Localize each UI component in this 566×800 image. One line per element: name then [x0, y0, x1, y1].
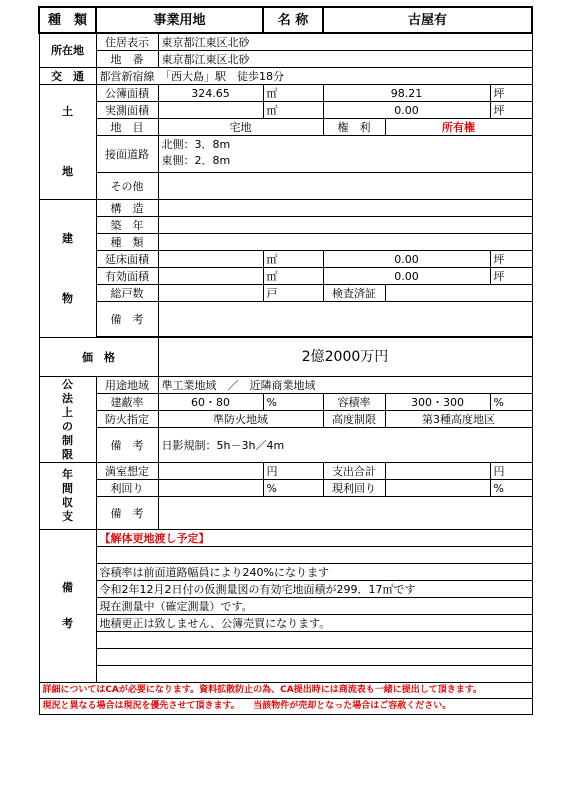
units-unit: 戸 — [263, 285, 323, 302]
location-label: 所在地 — [39, 33, 96, 68]
floor-area-tsubo: 0.00 — [323, 251, 490, 268]
coverage-value: 60・80 — [158, 394, 263, 411]
building-label-top: 建 — [62, 231, 73, 245]
zoning-row — [39, 377, 532, 394]
reg-label-3: の — [62, 419, 73, 433]
land-label-top: 土 — [62, 105, 73, 118]
property-table — [38, 6, 533, 715]
land-label-bottom: 地 — [62, 165, 73, 178]
inspection-value — [385, 285, 532, 302]
reg-label-5: 限 — [62, 447, 73, 461]
annual-category — [39, 463, 96, 530]
footer-note-2: 現況と異なる場合は現況を優先させて頂きます。 当該物件が売却となった場合はご容赦ください。 — [39, 699, 532, 715]
land-category-row — [39, 119, 532, 136]
price-row — [39, 338, 532, 377]
remarks-row-0 — [39, 530, 532, 547]
far-unit: % — [490, 394, 532, 411]
inspection-label: 検査済証 — [323, 285, 385, 302]
registry-sqm-unit: ㎡ — [263, 85, 323, 102]
full-income-label: 満室想定 — [96, 463, 158, 480]
yield-value — [158, 480, 263, 497]
footer-note-1: 詳細についてはCAが必要になります。資料拡散防止の為、CA提出時には商流表も一緒に提出して頂きます。 — [39, 683, 532, 699]
residential-label: 住居表示 — [96, 33, 158, 51]
road-east: 東側：2．8m — [158, 152, 532, 168]
remarks-line: 令和2年12月2日付の仮測量図の有効宅地面積が299．17㎡です — [96, 581, 532, 598]
effective-area-label: 有効面積 — [96, 268, 158, 285]
registry-area-label: 公簿面積 — [96, 85, 158, 102]
annual-label-3: 支 — [62, 510, 73, 523]
annual-remarks-label: 備 考 — [96, 497, 158, 530]
expense-label: 支出合計 — [323, 463, 385, 480]
coverage-unit: % — [263, 394, 323, 411]
footer-row-1 — [39, 683, 532, 699]
annual-label-1: 間 — [62, 482, 73, 495]
building-kind-label: 種 類 — [96, 234, 158, 251]
road-row-1 — [39, 136, 532, 153]
annual-remarks-row — [39, 497, 532, 530]
far-value: 300・300 — [385, 394, 490, 411]
remarks-line — [96, 632, 532, 649]
remarks-line — [96, 547, 532, 564]
land-category — [39, 85, 96, 200]
units-row — [39, 285, 532, 302]
registry-area-tsubo: 98.21 — [323, 85, 490, 102]
floor-area-sqm — [158, 251, 263, 268]
name-label: 名 称 — [263, 7, 323, 33]
measured-area-sqm — [158, 102, 263, 119]
name-value: 古屋有 — [323, 7, 532, 33]
building-category — [39, 200, 96, 338]
fire-row — [39, 411, 532, 428]
land-category-value: 宅地 — [158, 119, 323, 136]
remarks-line: 現在測量中（確定測量）です。 — [96, 598, 532, 615]
registry-tsubo-unit: 坪 — [490, 85, 532, 102]
fire-label: 防火指定 — [96, 411, 158, 428]
coverage-label: 建蔽率 — [96, 394, 158, 411]
lot-value: 東京都江東区北砂 — [158, 51, 532, 68]
expense-value — [385, 463, 490, 480]
current-yield-value — [385, 480, 490, 497]
measured-tsubo-unit: 坪 — [490, 102, 532, 119]
location-row-2 — [39, 51, 532, 68]
remarks-line: 地積更正は致しません、公簿売買になります。 — [96, 615, 532, 632]
effective-sqm-unit: ㎡ — [263, 268, 323, 285]
height-value: 第3種高度地区 — [385, 411, 532, 428]
remarks-line: 【解体更地渡し予定】 — [96, 530, 532, 547]
remarks-row-8 — [39, 666, 532, 683]
land-category-label: 地 目 — [96, 119, 158, 136]
building-remarks-row — [39, 302, 532, 337]
annual-remarks-value — [158, 497, 532, 530]
reg-remarks-value: 日影規制：5h－3h／4m — [158, 428, 532, 463]
coverage-row — [39, 394, 532, 411]
price-value: 2億2000万円 — [158, 338, 532, 377]
annual-label-0: 年 — [62, 468, 73, 481]
reg-label-0: 公 — [62, 377, 73, 391]
location-row-1 — [39, 33, 532, 51]
road-north: 北側：3．8m — [158, 136, 532, 153]
structure-row — [39, 200, 532, 217]
current-yield-label: 現利回り — [323, 480, 385, 497]
structure-label: 構 造 — [96, 200, 158, 217]
zoning-label: 用途地域 — [96, 377, 158, 394]
rights-value: 所有権 — [385, 119, 532, 136]
yield-unit: % — [263, 480, 323, 497]
built-row — [39, 217, 532, 234]
building-remarks-label: 備 考 — [96, 302, 158, 337]
effective-tsubo-unit: 坪 — [490, 268, 532, 285]
full-income-value — [158, 463, 263, 480]
remarks-row-3 — [39, 581, 532, 598]
effective-area-sqm — [158, 268, 263, 285]
land-measured-row — [39, 102, 532, 119]
measured-area-label: 実測面積 — [96, 102, 158, 119]
full-income-unit: 円 — [263, 463, 323, 480]
remarks-row-6 — [39, 632, 532, 649]
annual-label-2: 収 — [62, 496, 73, 509]
remarks-row-5 — [39, 615, 532, 632]
effective-area-tsubo: 0.00 — [323, 268, 490, 285]
remarks-row-4 — [39, 598, 532, 615]
fire-value: 準防火地域 — [158, 411, 323, 428]
price-label: 価 格 — [39, 338, 158, 377]
floor-area-row — [39, 251, 532, 268]
building-label-bottom: 物 — [62, 291, 73, 305]
built-label: 築 年 — [96, 217, 158, 234]
reg-label-2: 上 — [62, 405, 73, 419]
rights-label: 権 利 — [323, 119, 385, 136]
registry-area-sqm: 324.65 — [158, 85, 263, 102]
other-value — [158, 173, 532, 200]
building-kind-value — [158, 234, 532, 251]
reg-remarks-label: 備 考 — [96, 428, 158, 463]
units-value — [158, 285, 263, 302]
yield-label: 利回り — [96, 480, 158, 497]
full-income-row — [39, 463, 532, 480]
yield-row — [39, 480, 532, 497]
expense-unit: 円 — [490, 463, 532, 480]
header-row — [39, 7, 532, 33]
transport-value: 都営新宿線 「西大島」駅 徒歩18分 — [96, 68, 532, 85]
transport-row — [39, 68, 532, 85]
type-label: 種 類 — [39, 7, 96, 33]
measured-area-tsubo: 0.00 — [323, 102, 490, 119]
structure-value — [158, 200, 532, 217]
remarks-line — [96, 666, 532, 683]
property-sheet — [38, 6, 531, 788]
remarks-label-top: 備 — [62, 581, 73, 594]
height-label: 高度制限 — [323, 411, 385, 428]
residential-value: 東京都江東区北砂 — [158, 33, 532, 51]
reg-label-1: 法 — [62, 391, 73, 405]
floor-sqm-unit: ㎡ — [263, 251, 323, 268]
built-value — [158, 217, 532, 234]
type-value: 事業用地 — [96, 7, 263, 33]
remarks-category — [39, 530, 96, 683]
footer-row-2 — [39, 699, 532, 715]
floor-tsubo-unit: 坪 — [490, 251, 532, 268]
remarks-line: 容積率は前面道路幅員により240%になります — [96, 564, 532, 581]
reg-remarks-row — [39, 428, 532, 463]
road-label: 接面道路 — [96, 136, 158, 173]
other-label: その他 — [96, 173, 158, 200]
far-label: 容積率 — [323, 394, 385, 411]
remarks-row-1 — [39, 547, 532, 564]
remarks-label-bottom: 考 — [62, 617, 73, 630]
building-remarks-value — [158, 302, 532, 337]
effective-area-row — [39, 268, 532, 285]
transport-label: 交 通 — [39, 68, 96, 85]
land-registry-row — [39, 85, 532, 102]
kind-row — [39, 234, 532, 251]
land-other-row — [39, 173, 532, 200]
floor-area-label: 延床面積 — [96, 251, 158, 268]
zoning-value: 準工業地域 ／ 近隣商業地域 — [158, 377, 532, 394]
regulations-category — [39, 377, 96, 463]
reg-label-4: 制 — [62, 433, 73, 447]
measured-sqm-unit: ㎡ — [263, 102, 323, 119]
current-yield-unit: % — [490, 480, 532, 497]
remarks-row-2 — [39, 564, 532, 581]
lot-label: 地 番 — [96, 51, 158, 68]
remarks-row-7 — [39, 649, 532, 666]
units-label: 総戸数 — [96, 285, 158, 302]
remarks-line — [96, 649, 532, 666]
